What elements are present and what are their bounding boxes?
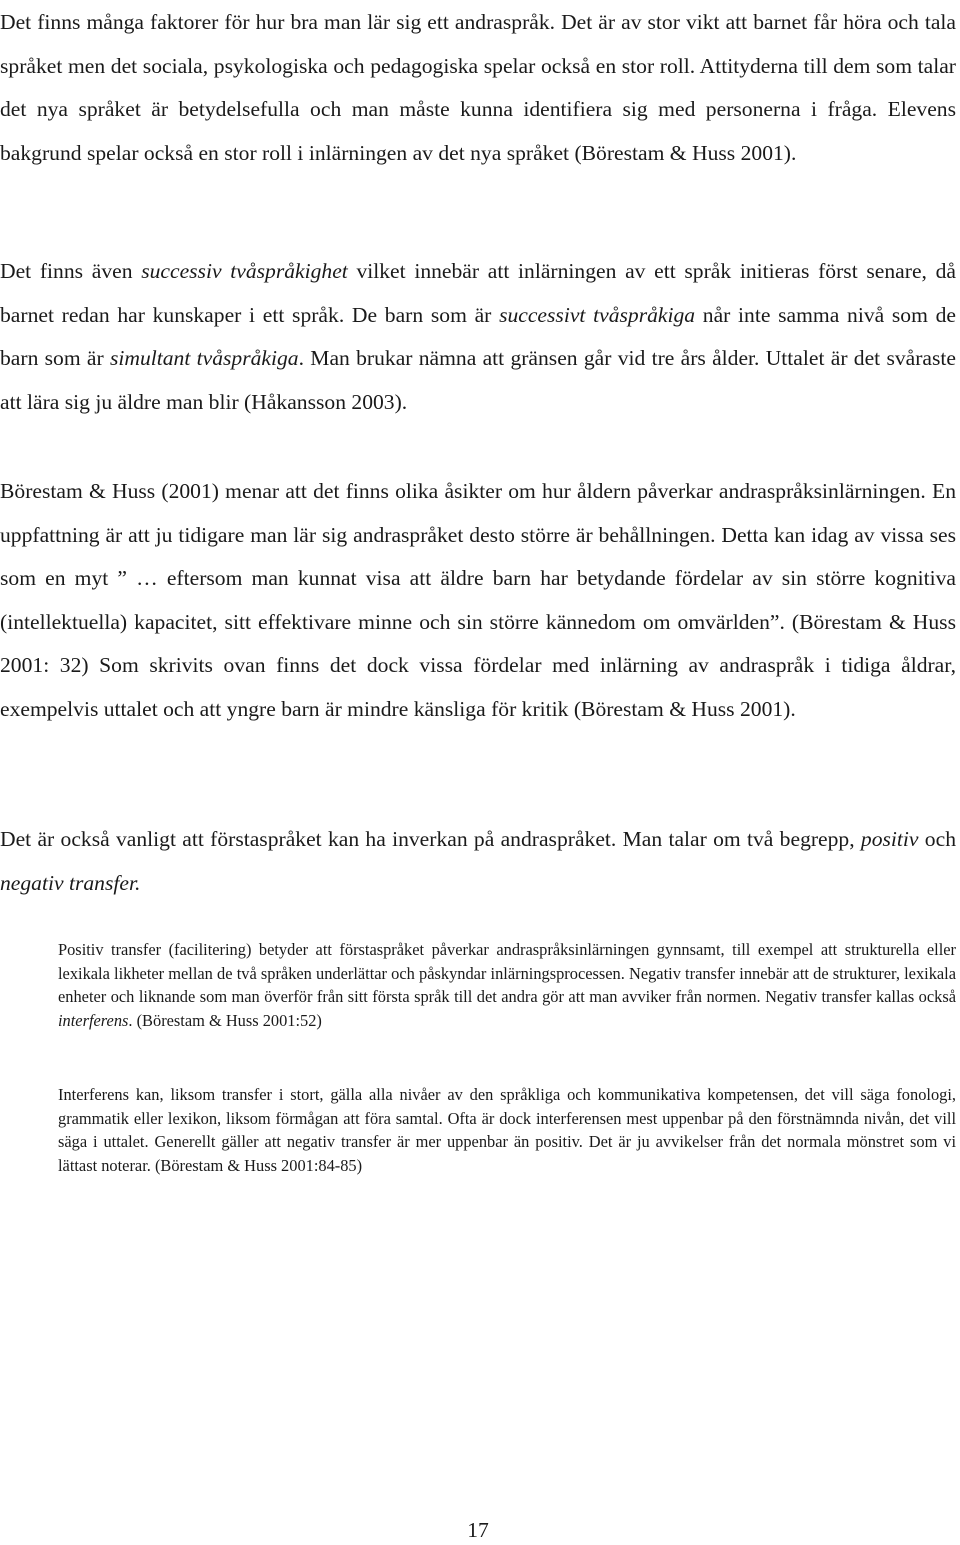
term-positiv: positiv bbox=[860, 827, 919, 851]
block-quote-interference bbox=[58, 1083, 956, 1177]
term-interferens: interferens bbox=[58, 1010, 129, 1030]
paragraph-text: Det finns även bbox=[0, 259, 142, 283]
page-number: 17 bbox=[467, 1518, 489, 1542]
paragraph-text: når inte samma nivå som de barn som är bbox=[0, 302, 956, 371]
paragraph-text: Det finns många faktorer för hur bra man lär sig ett andraspråk. Det är av stor vikt att barnet får höra och tala språket men det sociala, psykologiska och pedagogiska spelar också en stor roll. Attityderna till dem som talar det nya språket är betydelsefulla och man måste kunna identifiera sig med personerna i fråga. Elevens bakgrund spelar också en stor roll i inlärningen av det nya språket (Börestam & Huss 2001). bbox=[0, 10, 956, 165]
paragraph-text: Det är också vanligt att förstaspråket kan ha inverkan på andraspråket. Man talar om två begrepp, bbox=[0, 827, 861, 851]
paragraph-age-opinions bbox=[0, 470, 956, 732]
term-simultant-tvasprakiga: simultant tvåspråkiga bbox=[109, 346, 299, 371]
paragraph-transfer-intro bbox=[0, 818, 956, 905]
paragraph-text: . Man brukar nämna att gränsen går vid tre års ålder. Uttalet är det svåraste att lära sig ju äldre man blir (Håkansson 2003). bbox=[0, 346, 956, 414]
term-successivt-tvasprakiga: successivt tvåspråkiga bbox=[499, 302, 696, 327]
paragraph-text: vilket innebär att inlärningen av ett språk initieras först senare, då barnet redan har kunskaper i ett språk. De barn som är bbox=[0, 259, 956, 327]
quote-text: Positiv transfer (facilitering) betyder att förstaspråket påverkar andraspråksinlärningen gynnsamt, till exempel att strukturella eller lexikala likheter mellan de två språken underlättar och påskyndar inlärningsprocessen. Negativ transfer innebär att de strukturer, lexikala enheter och liknande som man överför från sitt första språk till det andra gör att man avviker från normen. Negativ transfer kallas också bbox=[58, 940, 956, 1007]
quote-text: Interferens kan, liksom transfer i stort, gälla alla nivåer av den språkliga och kommunikativa kompetensen, det vill säga fonologi, grammatik eller lexikon, liksom förmågan att föra samtal. Ofta är dock interferensen mest uppenbar på den förstnämnda nivån, det vill säga i uttalet. Generellt gäller att negativ transfer är mer uppenbar än positiv. Det är ju avvikelser från det normala mönstret som vi lättast noterar. (Börestam & Huss 2001:84-85) bbox=[58, 1085, 956, 1175]
term-successiv-tvasprakighet: successiv tvåspråkighet bbox=[141, 259, 348, 283]
term-negativ-transfer: negativ transfer. bbox=[0, 870, 141, 895]
paragraph-text: Börestam & Huss (2001) menar att det finns olika åsikter om hur åldern påverkar andraspråksinlärningen. En uppfattning är att ju tidigare man lär sig andraspråket desto större är behållningen. Detta kan idag av vissa ses som en myt ” … eftersom man kunnat visa att äldre barn har betydande fördelar av sin större kognitiva (intellektuella) kapacitet, sitt effektivare minne och sin större kännedom om omvärlden”. (Börestam & Huss 2001: 32) Som skrivits ovan finns det dock vissa fördelar med inlärning av andraspråk i tidiga åldrar, exempelvis uttalet och att yngre barn är mindre känsliga för kritik (Börestam & Huss 2001). bbox=[0, 479, 956, 721]
block-quote-transfer bbox=[58, 938, 956, 1032]
quote-text: . (Börestam & Huss 2001:52) bbox=[128, 1010, 322, 1030]
paragraph-language-factors bbox=[0, 1, 956, 175]
paragraph-text: och bbox=[918, 827, 956, 851]
paragraph-successive-bilingualism bbox=[0, 250, 956, 424]
